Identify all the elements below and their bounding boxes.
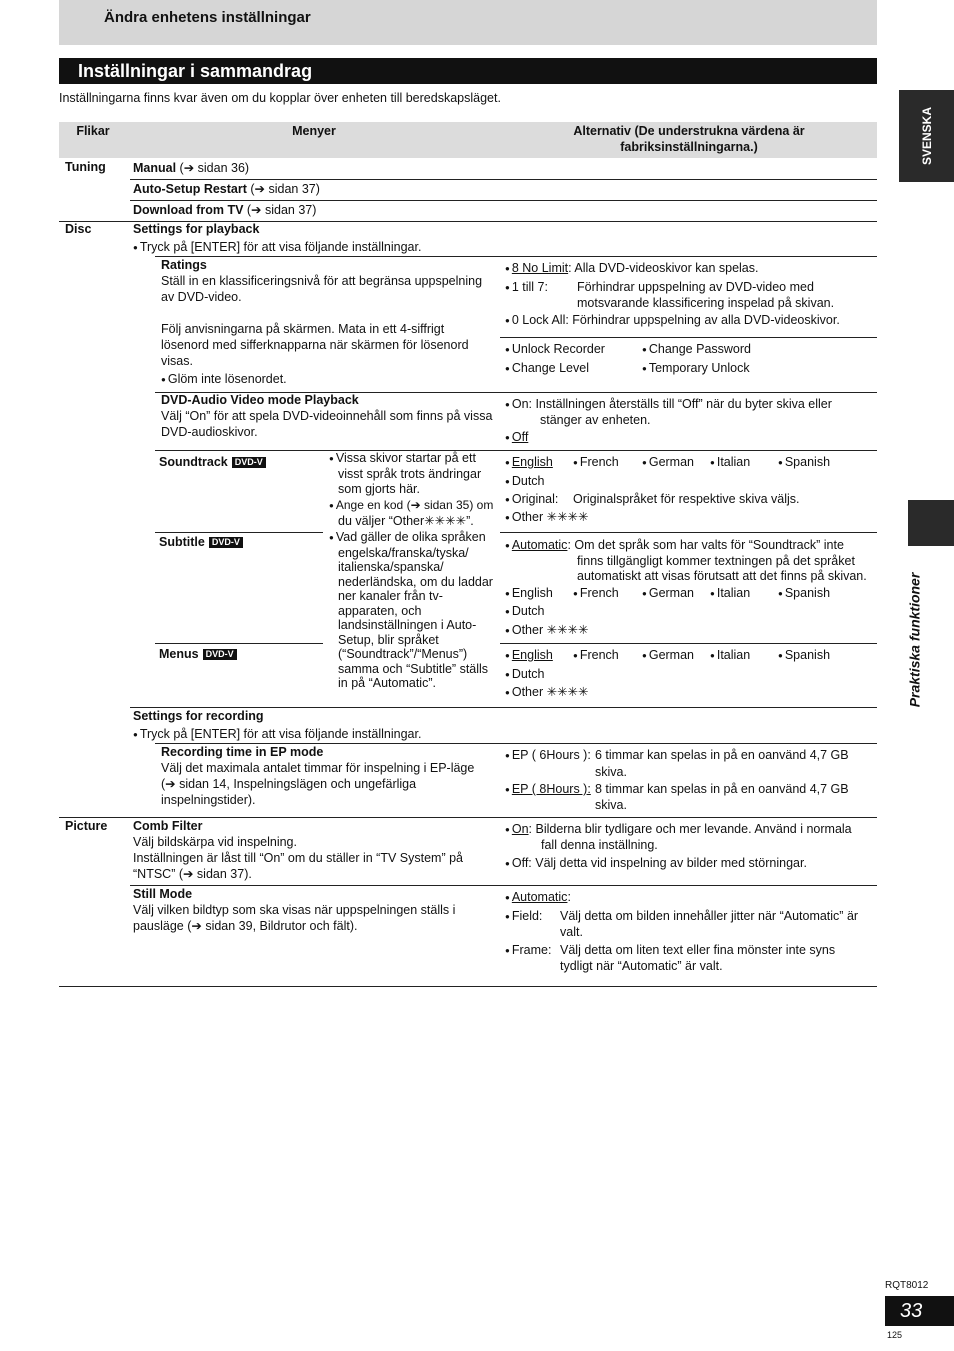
page-number: 33 [900,1300,923,1322]
note: ● Vissa skivor startar på ett [329,450,476,467]
dvdaudio-desc: DVD-audioskivor. [161,425,258,439]
ep-desc: inspelningstider). [161,793,256,807]
ep-title: Recording time in EP mode [161,745,324,759]
section-heading: Ändra enhetens inställningar [104,9,311,26]
lang-option: ● Italian [710,647,750,664]
divider [130,179,877,180]
lang-option: ● Other ✳✳✳✳ [505,622,589,639]
tab-picture: Picture [65,819,108,833]
lang-option: ● Italian [710,585,750,602]
divider [130,200,877,201]
dvdaudio-on-option: ● On: Inställningen återställs till “Off” när du byter skiva eller [505,396,832,413]
ratings-desc: Ställ in en klassificeringsnivå för att begränsa uppspelning [161,274,483,288]
comb-title: Comb Filter [133,819,203,833]
field-text: valt. [560,925,583,939]
lang-option: ● Spanish [778,454,830,471]
ratings-option: ● 0 Lock All: Förhindrar uppspelning av alla DVD-videoskivor. [505,312,840,329]
dvd-v-badge: DVD-V [232,457,266,468]
ep-option-text: skiva. [595,798,627,812]
frame-text: Välj detta om liten text eller fina mönster inte syns [560,943,836,957]
soundtrack-title: Soundtrack DVD-V [159,454,266,470]
field-text: Välj detta om bilden innehåller jitter när “Automatic” är [560,909,859,923]
lang-option: ● Spanish [778,647,830,664]
playback-title: Settings for playback [133,222,260,236]
sub-page-number: 125 [887,1330,903,1340]
note: nederländska, om du laddar [338,575,493,589]
comb-on-text: fall denna inställning. [541,838,658,852]
lang-option: ● Spanish [778,585,830,602]
divider [155,450,877,451]
table-bottom-rule [59,986,877,987]
ratings-desc: visas. [161,354,193,368]
note: ner kanaler från tv- [338,589,443,603]
note: visst språk trots ändringar [338,467,482,481]
page-title: Inställningar i sammandrag [78,61,313,81]
col-options-line1: Alternativ (De understrukna värdena är [573,124,805,138]
recording-title: Settings for recording [133,709,264,723]
note: som gjorts här. [338,482,420,496]
divider [500,337,877,338]
automatic-option: ● Automatic: Om det språk som har valts för “Soundtrack” inte [505,537,844,554]
comb-on-option: ● On: Bilderna blir tydligare och mer levande. Använd i normala [505,821,852,838]
chapter-label: Praktiska funktioner [906,572,923,708]
note: ● Vad gäller de olika språken [329,529,486,546]
lang-option-text: Originalspråket för respektive skiva väljs. [573,492,800,506]
lang-option: ● Dutch [505,666,545,683]
dvdaudio-on-text: stänger av enheten. [540,413,651,427]
change-password-option: ● Change Password [642,341,751,358]
temporary-unlock-option: ● Temporary Unlock [642,360,750,377]
note: Setup, blir språket [338,633,439,647]
lang-option: ● Italian [710,454,750,471]
lang-option: ● French [573,454,619,471]
divider [130,885,877,886]
lang-option: ● German [642,647,694,664]
field-option: ● Field: [505,908,542,925]
dvd-v-badge: DVD-V [203,649,237,660]
automatic-text: finns tillgängligt kommer textningen på det språket [577,554,855,568]
dvd-v-badge: DVD-V [209,537,243,548]
divider [500,643,877,644]
ep-desc: (➔ sidan 14, Inspelningslägen och ungefärliga [161,777,417,791]
ratings-desc: av DVD-video. [161,290,242,304]
ratings-note: ● Glöm inte lösenordet. [161,371,287,388]
menu-download: Download from TV (➔ sidan 37) [133,203,317,217]
ep-option-text: skiva. [595,765,627,779]
lang-option: ● French [573,647,619,664]
model-code: RQT8012 [885,1280,929,1291]
ep-option: ● EP ( 6Hours ): [505,747,591,764]
menus-title: Menus DVD-V [159,646,237,662]
chapter-tab [908,500,954,546]
col-options-line2: fabriksinställningarna.) [620,140,758,154]
ep-desc: Välj det maximala antalet timmar för inspelning i EP-läge [161,761,475,775]
ratings-title: Ratings [161,258,207,272]
col-tabs: Flikar [76,124,110,138]
lang-option: ● English [505,454,553,471]
menu-manual: Manual (➔ sidan 36) [133,161,250,175]
ratings-option-text: Förhindrar uppspelning av DVD-video med [577,280,814,294]
ratings-option: ● 1 till 7: [505,279,548,296]
comb-desc: “NTSC” (➔ sidan 37). [133,867,252,881]
dvdaudio-desc: Välj “On” för att spela DVD-videoinnehåll som finns på vissa [161,409,493,423]
comb-desc: Välj bildskärpa vid inspelning. [133,835,297,849]
note: ● Ange en kod (➔ sidan 35) om [329,497,493,514]
note: in på “Automatic”. [338,676,436,690]
comb-off-option: ● Off: Välj detta vid inspelning av bilder med störningar. [505,855,807,872]
language-tab-label: SVENSKA [919,106,934,166]
note: samma och “Subtitle” ställs [338,662,489,676]
still-auto-option: ● Automatic: [505,889,571,906]
ratings-option: ● 8 No Limit: Alla DVD-videoskivor kan spelas. [505,260,758,277]
ep-option: ● EP ( 8Hours ): [505,781,591,798]
tab-disc: Disc [65,222,92,236]
lang-option: ● English [505,647,553,664]
ratings-desc: lösenord med sifferknapparna när skärmen för lösenord [161,338,469,352]
lang-option: ● German [642,454,694,471]
subtitle-title: Subtitle DVD-V [159,534,243,550]
frame-text: tydligt när “Automatic” är valt. [560,959,723,973]
col-menus: Menyer [292,124,336,138]
still-title: Still Mode [133,887,193,901]
note: landsinställningen i Auto- [338,618,477,632]
dvdaudio-title: DVD-Audio Video mode Playback [161,393,359,407]
note: italienska/spanska/ [338,560,444,574]
frame-option: ● Frame: [505,942,551,959]
still-desc: pausläge (➔ sidan 39, Bildrutor och fält). [133,919,358,933]
change-level-option: ● Change Level [505,360,589,377]
note: (“Soundtrack”/“Menus”) [338,647,468,661]
lang-option: ● Other ✳✳✳✳ [505,684,589,701]
divider [155,643,323,644]
automatic-text: automatiskt att visas förutsatt att det finns på skivan. [577,569,867,583]
tab-tuning: Tuning [65,160,106,174]
lang-option: ● Dutch [505,473,545,490]
divider [155,532,323,533]
lang-option: ● Original: [505,491,558,508]
playback-note: ● Tryck på [ENTER] för att visa följande inställningar. [133,239,421,256]
lang-option: ● Other ✳✳✳✳ [505,509,589,526]
lang-option: ● German [642,585,694,602]
recording-note: ● Tryck på [ENTER] för att visa följande inställningar. [133,726,421,743]
lang-option: ● English [505,585,553,602]
menu-autosetup: Auto-Setup Restart (➔ sidan 37) [133,182,320,196]
still-desc: Välj vilken bildtyp som ska visas när uppspelningen ställs i [133,903,456,917]
note: du väljer “Other✳✳✳✳”. [338,514,474,528]
intro-text: Inställningarna finns kvar även om du kopplar över enheten till beredskapsläget. [59,91,501,105]
ratings-desc: Följ anvisningarna på skärmen. Mata in ett 4-siffrigt [161,322,445,336]
comb-desc: Inställningen är låst till “On” om du ställer in “TV System” på [133,851,463,865]
lang-option: ● Dutch [505,603,545,620]
lang-option: ● French [573,585,619,602]
divider [500,532,877,533]
divider [155,256,877,257]
ep-option-text: 8 timmar kan spelas in på en oanvänd 4,7 GB [595,782,849,796]
note: apparaten, och [338,604,422,618]
dvdaudio-off-option: ● Off [505,429,528,446]
unlock-recorder-option: ● Unlock Recorder [505,341,605,358]
note: engelska/franska/tyska/ [338,546,469,560]
ep-option-text: 6 timmar kan spelas in på en oanvänd 4,7 GB [595,748,849,762]
ratings-option-text: motsvarande klassificering inspelad på skivan. [577,296,835,310]
